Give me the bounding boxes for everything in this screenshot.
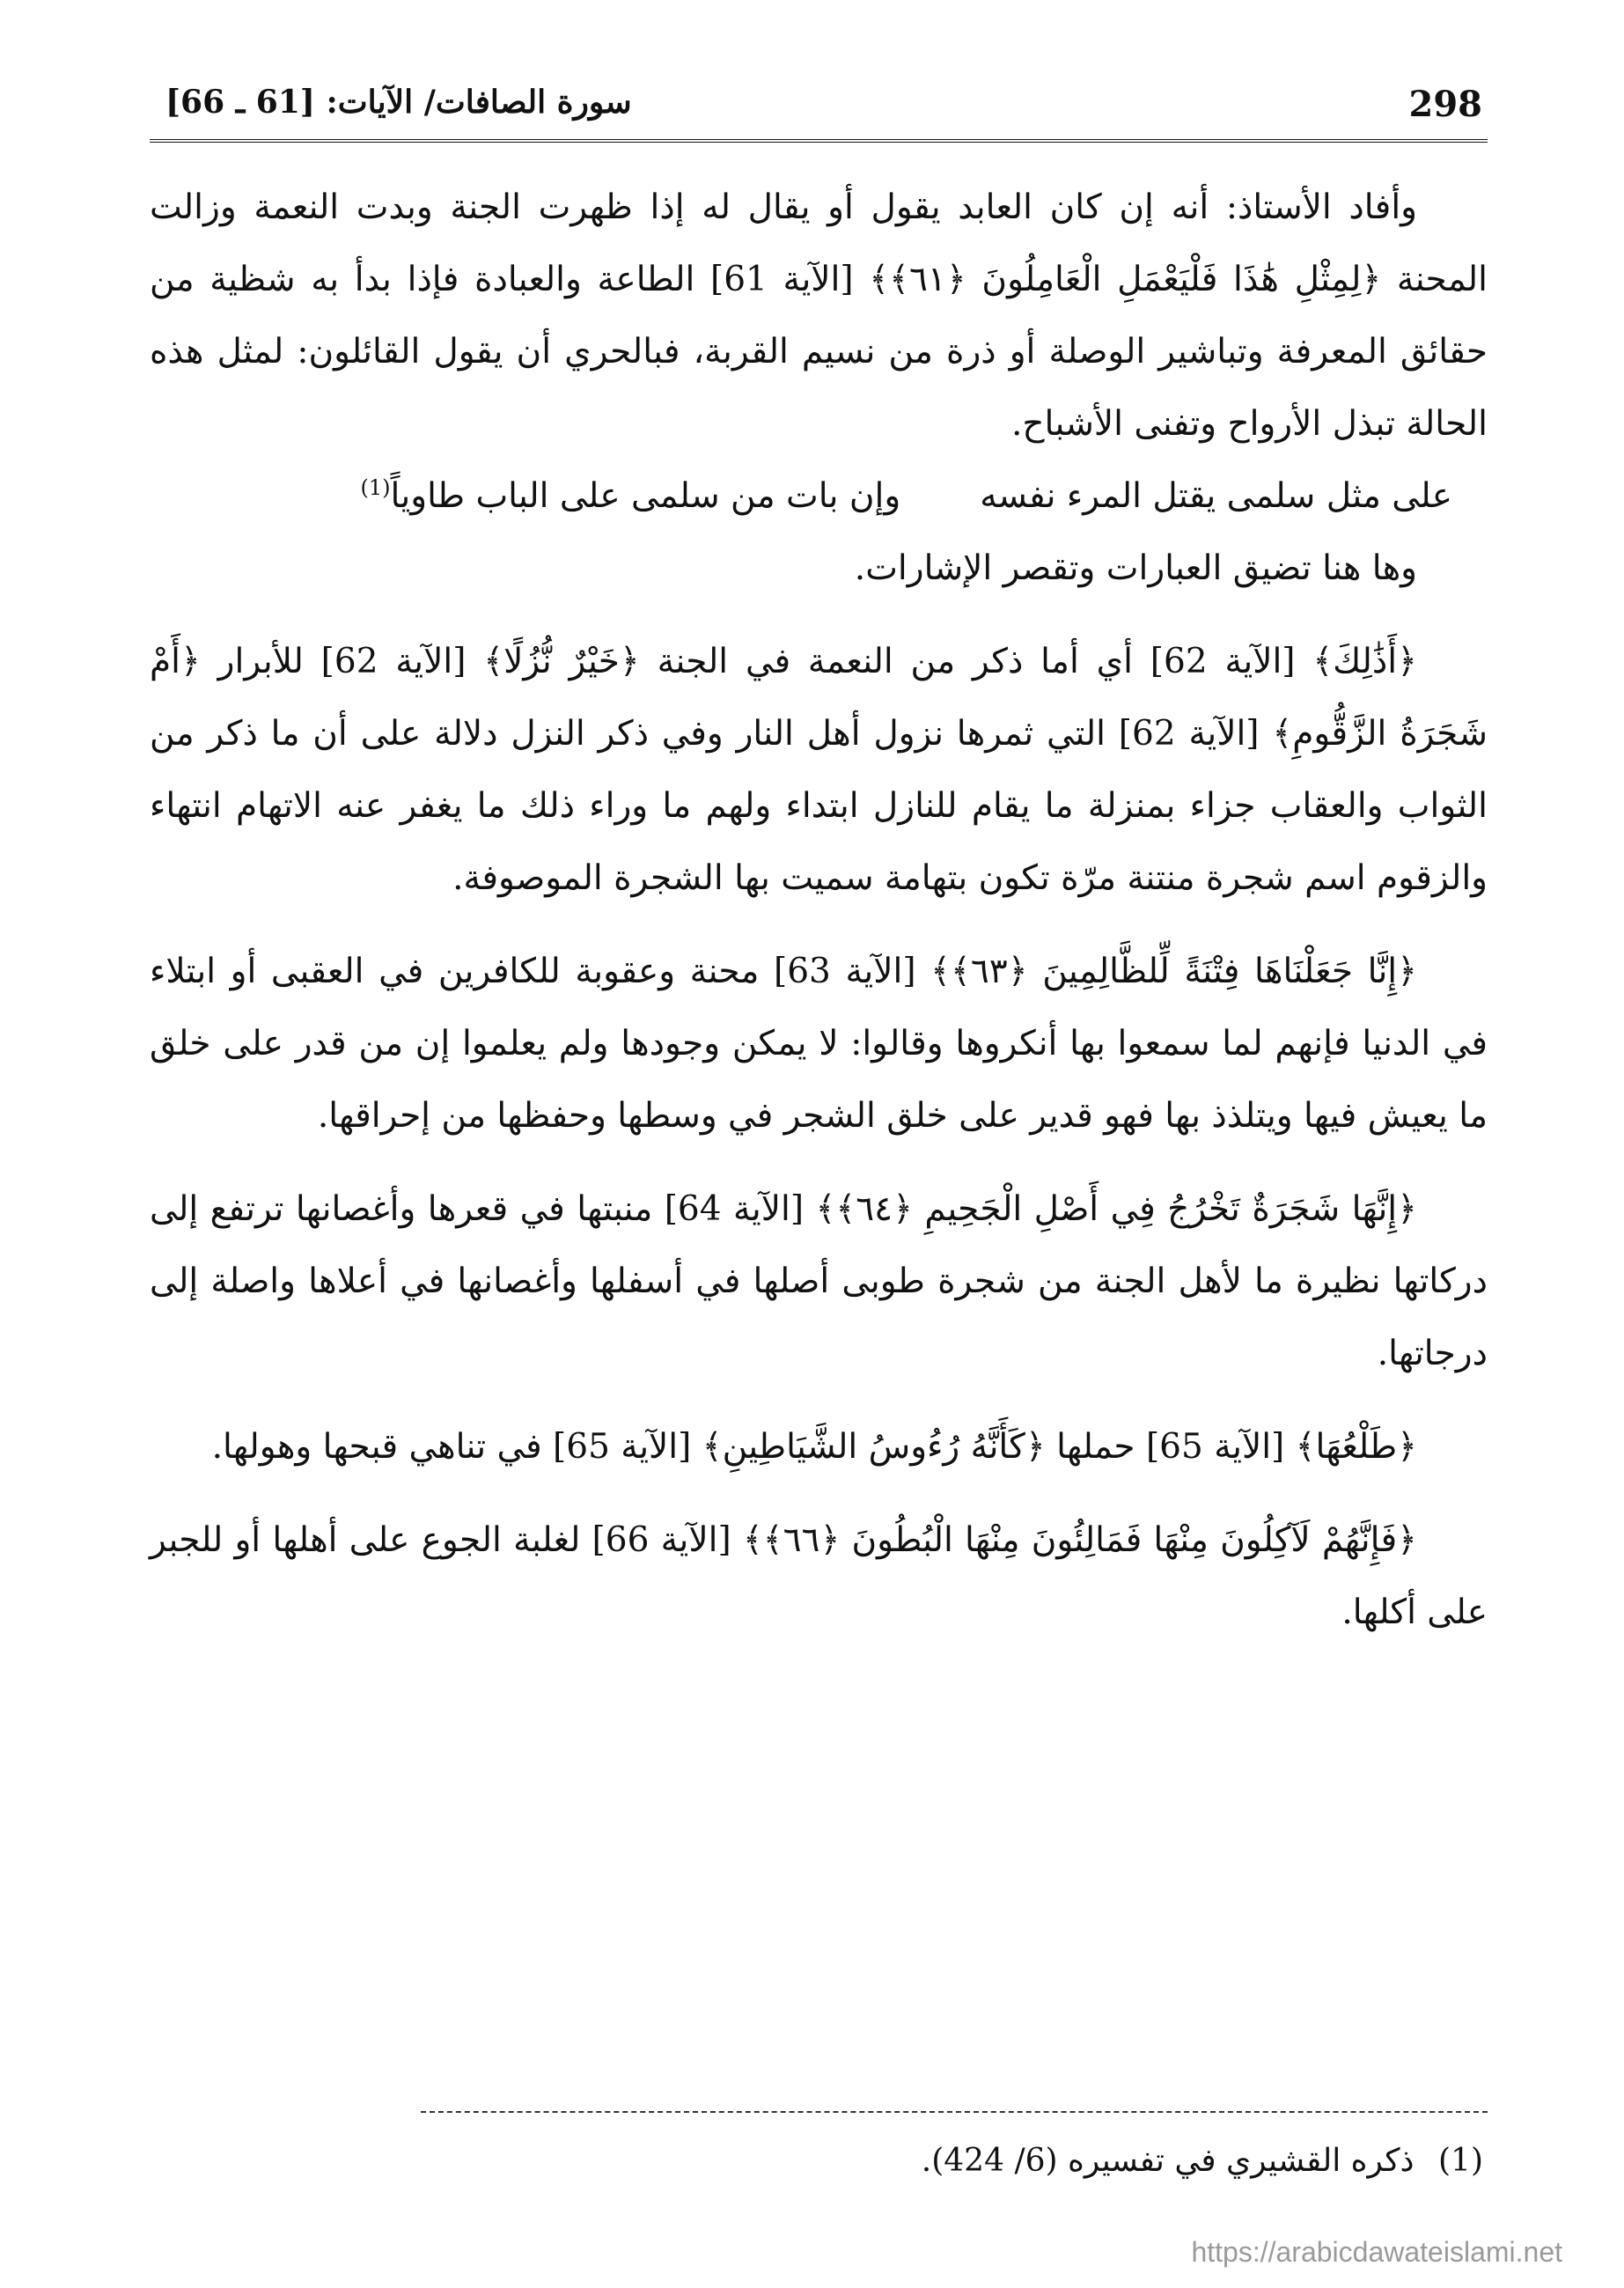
paragraph-intro: وأفاد الأستاذ: أنه إن كان العابد يقول أو يقال له إذا ظهرت الجنة وبدت النعمة وزالت المحنة ﴿لِمِثْلِ هَٰذَا فَلْيَعْمَلِ الْعَامِلُونَ ﴿٦١﴾﴾ [الآية 61] الطاعة والعبادة فإذا بدأ به شظية من حقائق المعرفة وتباشير الوصلة أو ذرة من نسيم القربة، فبالحري أن يقول القائلون: لمثل هذه الحالة تبذل الأرواح وتفنى الأشباح. [150,188,1488,444]
footnote-number: (1) [1438,2143,1483,2179]
paragraph-ayah-63: ﴿إِنَّا جَعَلْنَاهَا فِتْنَةً لِّلظَّالِمِينَ ﴿٦٣﴾﴾ [الآية 63] محنة وعقوبة للكافرين في العقبى أو ابتلاء في الدنيا فإنهم لما سمعوا بها أنكروها وقالوا: لا يمكن وجودها ولم يعلموا إن من قدر على خلق ما يعيش فيها ويتلذذ بها فهو قدير على خلق الشجر في وسطها وحفظها من إحراقها. [150,952,1488,1136]
footnote-text: ذكره القشيري في تفسيره (6/ 424). [921,2143,1415,2179]
footnote [427,2135,1483,2188]
verse-second-text: وإن بات من سلمى على الباب طاوياً [390,476,901,516]
poetry-verse [150,460,1452,533]
footnote-reference: (1) [360,475,391,500]
page-header [150,84,1488,136]
verse-first-hemistich: على مثل سلمى يقتل المرء نفسه [980,476,1452,516]
paragraph-ayah-64: ﴿إِنَّهَا شَجَرَةٌ تَخْرُجُ فِي أَصْلِ الْجَحِيمِ ﴿٦٤﴾﴾ [الآية 64] منبتها في قعرها وأغصانها ترتفع إلى دركاتها نظيرة ما لأهل الجنة من شجرة طوبى أصلها في أسفلها وأغصانها في أعلاها واصلة إلى درجاتها. [150,1189,1488,1373]
running-title: سورة الصافات/ الآيات: [61 ـ 66] [165,84,632,121]
paragraph-ayah-65: ﴿طَلْعُهَا﴾ [الآية 65] حملها ﴿كَأَنَّهُ رُءُوسُ الشَّيَاطِينِ﴾ [الآية 65] في تناهي قبحها وهولها. [211,1427,1417,1467]
verse-second-hemistich [361,460,901,533]
footnote-separator [421,2111,1488,2113]
paragraph-after-verse: وها هنا تضيق العبارات وتقصر الإشارات. [854,548,1417,588]
header-rule [150,139,1488,143]
paragraph-ayah-62: ﴿أَذَٰلِكَ﴾ [الآية 62] أي أما ذكر من النعمة في الجنة ﴿خَيْرٌ نُّزُلًا﴾ [الآية 62] للأبرار ﴿أَمْ شَجَرَةُ الزَّقُّومِ﴾ [الآية 62] التي ثمرها نزول أهل النار وفي ذكر النزل دلالة على أن ما ذكر من الثواب والعقاب جزاء بمنزلة ما يقام للنازل ابتداء ولهم ما وراء ذلك ما يغفر عنه الاتهام انتهاء والزقوم اسم شجرة منتنة مرّة تكون بتهامة سميت بها الشجرة الموصوفة. [150,642,1488,898]
paragraph-ayah-66: ﴿فَإِنَّهُمْ لَآكِلُونَ مِنْهَا فَمَالِئُونَ مِنْهَا الْبُطُونَ ﴿٦٦﴾﴾ [الآية 66] لغلبة الجوع على أهلها أو للجبر على أكلها. [150,1520,1488,1632]
watermark-url: https://arabicdawateislami.net [1191,2236,1562,2268]
page-number: 298 [1408,84,1482,125]
main-text [150,172,1488,1670]
